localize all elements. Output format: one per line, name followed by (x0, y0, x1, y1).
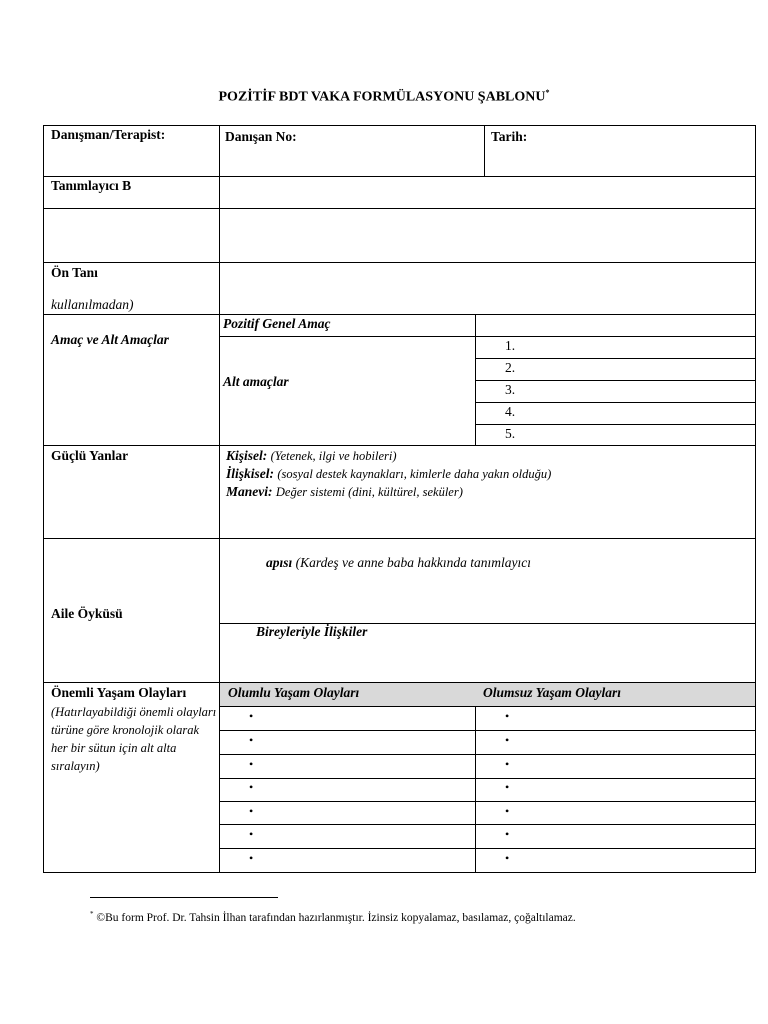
pre-diagnosis-field[interactable] (221, 264, 754, 313)
identifier-field[interactable] (221, 178, 754, 207)
client-no-label: Danışan No: (225, 129, 297, 144)
positive-event-bullet[interactable]: • (249, 804, 254, 818)
strengths-label: Güçlü Yanlar (51, 448, 129, 463)
counselor-label: Danışman/Terapist: (51, 127, 166, 142)
blank-field[interactable] (221, 210, 754, 261)
sub-goal-2[interactable]: 2. (505, 360, 516, 375)
negative-event-bullet[interactable]: • (505, 709, 510, 723)
sub-goal-5[interactable]: 5. (505, 426, 516, 441)
positive-event-bullet[interactable]: • (249, 780, 254, 794)
personal-label: Kişisel: (226, 448, 268, 463)
sub-goal-3[interactable]: 3. (505, 382, 516, 397)
general-goal-field[interactable] (477, 316, 754, 335)
client-no-field[interactable] (225, 129, 481, 175)
strengths-field[interactable] (226, 447, 751, 501)
positive-event-bullet[interactable]: • (249, 709, 254, 723)
positive-event-bullet[interactable]: • (249, 757, 254, 771)
negative-event-bullet[interactable]: • (505, 780, 510, 794)
positive-events-header: Olumlu Yaşam Olayları (228, 685, 360, 700)
sub-goals-label: Alt amaçlar (223, 374, 289, 389)
family-structure-field[interactable] (266, 555, 531, 572)
positive-event-bullet[interactable]: • (249, 827, 254, 841)
personal-text: (Yetenek, ilgi ve hobileri) (270, 449, 397, 463)
goals-label: Amaç ve Alt Amaçlar (51, 332, 169, 347)
family-relations-label: Bireyleriyle İlişkiler (256, 624, 368, 639)
footnote-rule (90, 897, 278, 898)
pre-diagnosis-label: Ön Tanı (51, 265, 98, 280)
negative-event-bullet[interactable]: • (505, 757, 510, 771)
negative-event-bullet[interactable]: • (505, 851, 510, 865)
relational-label: İlişkisel: (226, 466, 275, 481)
date-label: Tarih: (491, 129, 528, 144)
positive-event-bullet[interactable]: • (249, 851, 254, 865)
general-goal-label: Pozitif Genel Amaç (223, 316, 331, 331)
identifier-label: Tanımlayıcı B (51, 178, 132, 193)
life-events-label: Önemli Yaşam Olayları (51, 685, 187, 700)
date-field[interactable] (491, 129, 753, 175)
negative-event-bullet[interactable]: • (505, 804, 510, 818)
family-history-label: Aile Öyküsü (51, 606, 123, 621)
sub-goal-1[interactable]: 1. (505, 338, 516, 353)
family-structure-label: apısı (266, 555, 293, 570)
negative-event-bullet[interactable]: • (505, 827, 510, 841)
relational-text: (sosyal destek kaynakları, kimlerle daha yakın olduğu) (277, 467, 552, 481)
family-structure-text: (Kardeş ve anne baba hakkında tanımlayıcı (295, 555, 531, 570)
spiritual-text: Değer sistemi (dini, kültürel, seküler) (275, 485, 463, 499)
footnote: * ©Bu form Prof. Dr. Tahsin İlhan tarafından hazırlanmıştır. İzinsiz kopyalamaz, basılamaz, çoğaltılamaz. (90, 910, 576, 924)
page-title: POZİTİF BDT VAKA FORMÜLASYONU ŞABLONU* (218, 88, 550, 105)
sub-goal-4[interactable]: 4. (505, 404, 516, 419)
negative-events-header: Olumsuz Yaşam Olayları (483, 685, 622, 700)
negative-event-bullet[interactable]: • (505, 733, 510, 747)
spiritual-label: Manevi: (226, 484, 273, 499)
positive-event-bullet[interactable]: • (249, 733, 254, 747)
life-events-note: (Hatırlayabildiği önemli olayları türüne göre kronolojik olarak her bir sütun için alt alta sıralayın) (51, 705, 217, 773)
pre-diagnosis-note: kullanılmadan) (51, 297, 134, 312)
